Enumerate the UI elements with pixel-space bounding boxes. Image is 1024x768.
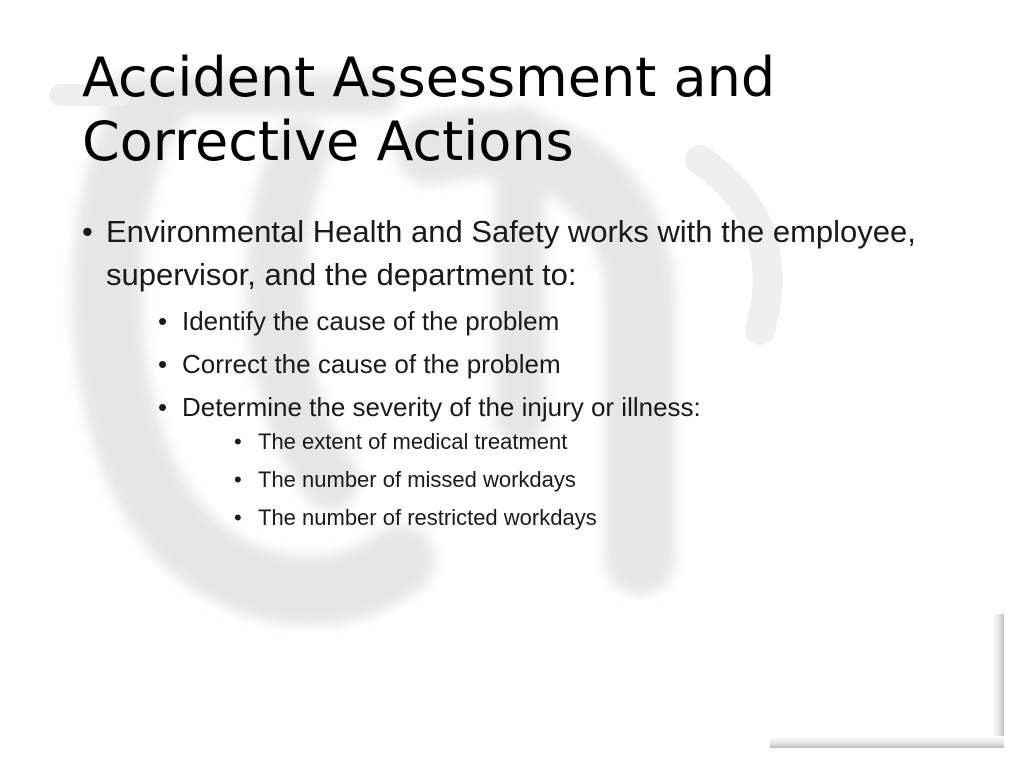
- sub-sub-bullet-text: The number of restricted workdays: [258, 505, 597, 530]
- bullet-main: [82, 210, 942, 533]
- sub-bullet-item: [158, 347, 942, 382]
- slide-title: [82, 46, 942, 174]
- slide-body: [82, 210, 942, 541]
- sub-sub-bullet-text: The extent of medical treatment: [258, 429, 568, 454]
- slide-title-line-2: Corrective Actions: [82, 110, 574, 173]
- sub-bullet-list: [158, 304, 942, 533]
- sub-sub-bullet-item: [234, 427, 942, 457]
- page-curl-icon: [770, 614, 1010, 754]
- bullet-icon: •: [158, 306, 168, 336]
- sub-sub-bullet-text: The number of missed workdays: [258, 467, 576, 492]
- bullet-icon: •: [234, 467, 242, 492]
- sub-bullet-text: Identify the cause of the problem: [182, 306, 560, 336]
- bullet-icon: •: [82, 214, 93, 249]
- sub-bullet-text: Correct the cause of the problem: [182, 349, 561, 379]
- sub-sub-bullet-item: [234, 503, 942, 533]
- bullet-list: [82, 210, 942, 533]
- sub-bullet-item: [158, 390, 942, 533]
- bullet-icon: •: [158, 392, 168, 422]
- bullet-icon: •: [234, 505, 242, 530]
- bullet-icon: •: [158, 349, 168, 379]
- sub-sub-bullet-list: [234, 427, 942, 533]
- sub-sub-bullet-item: [234, 465, 942, 495]
- sub-bullet-text: Determine the severity of the injury or illness:: [182, 392, 701, 422]
- sub-bullet-item: [158, 304, 942, 339]
- bullet-main-text: Environmental Health and Safety works with the employee, supervisor, and the department to:: [106, 214, 916, 292]
- slide-title-line-1: Accident Assessment and: [82, 46, 776, 109]
- bullet-icon: •: [234, 429, 242, 454]
